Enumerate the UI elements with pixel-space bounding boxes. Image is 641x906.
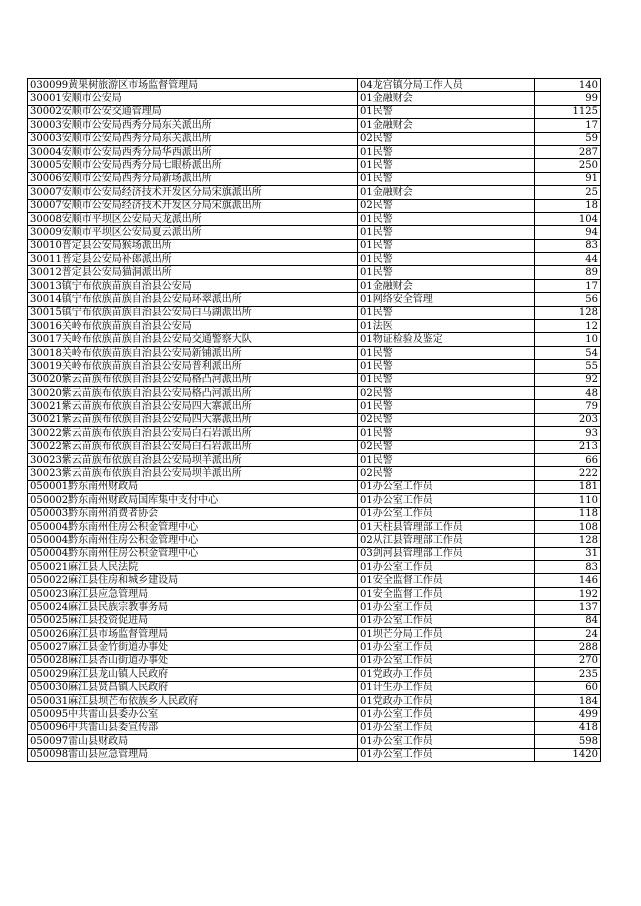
table-row xyxy=(28,668,601,681)
table-body xyxy=(28,79,601,762)
unit-cell: 050021麻江县人民法院 xyxy=(28,561,358,574)
count-cell: 55 xyxy=(535,360,601,373)
table-row xyxy=(28,386,601,399)
table-row xyxy=(28,708,601,721)
unit-cell: 050024麻江县民族宗教事务局 xyxy=(28,601,358,614)
position-cell: 01物证检验及鉴定 xyxy=(358,333,535,346)
count-cell: 89 xyxy=(535,266,601,279)
table-row xyxy=(28,494,601,507)
table-row xyxy=(28,199,601,212)
count-cell: 287 xyxy=(535,145,601,158)
count-cell: 60 xyxy=(535,681,601,694)
unit-cell: 30012普定县公安局猫洞派出所 xyxy=(28,266,358,279)
count-cell: 91 xyxy=(535,172,601,185)
position-cell: 01办公室工作员 xyxy=(358,480,535,493)
table-row xyxy=(28,735,601,748)
unit-cell: 30022紫云苗族布依族自治县公安局白石岩派出所 xyxy=(28,440,358,453)
unit-cell: 30016关岭布依族苗族自治县公安局 xyxy=(28,320,358,333)
position-cell: 01党政办工作员 xyxy=(358,694,535,707)
table-row xyxy=(28,507,601,520)
count-cell: 128 xyxy=(535,534,601,547)
count-cell: 108 xyxy=(535,520,601,533)
position-cell: 01金融财会 xyxy=(358,92,535,105)
table-row xyxy=(28,721,601,734)
count-cell: 192 xyxy=(535,587,601,600)
unit-cell: 30007安顺市公安局经济技术开发区分局宋旗派出所 xyxy=(28,186,358,199)
position-cell: 01民警 xyxy=(358,212,535,225)
position-cell: 01金融财会 xyxy=(358,186,535,199)
position-cell: 01党政办工作员 xyxy=(358,668,535,681)
position-cell: 01办公室工作员 xyxy=(358,494,535,507)
table-row xyxy=(28,293,601,306)
table-row xyxy=(28,628,601,641)
count-cell: 93 xyxy=(535,427,601,440)
unit-cell: 30003安顺市公安局西秀分局东关派出所 xyxy=(28,119,358,132)
position-cell: 01民警 xyxy=(358,373,535,386)
unit-cell: 050004黔东南州住房公积金管理中心 xyxy=(28,547,358,560)
unit-cell: 030099黄果树旅游区市场监督管理局 xyxy=(28,79,358,92)
table-row xyxy=(28,520,601,533)
position-cell: 01民警 xyxy=(358,145,535,158)
unit-cell: 30005安顺市公安局西秀分局七眼桥派出所 xyxy=(28,159,358,172)
unit-cell: 30021紫云苗族布依族自治县公安局四大寨派出所 xyxy=(28,413,358,426)
table-row xyxy=(28,253,601,266)
table-row xyxy=(28,239,601,252)
table-row xyxy=(28,587,601,600)
table-row xyxy=(28,574,601,587)
position-cell: 02民警 xyxy=(358,386,535,399)
table-row xyxy=(28,547,601,560)
table-row xyxy=(28,400,601,413)
unit-cell: 30014镇宁布依族苗族自治县公安局环翠派出所 xyxy=(28,293,358,306)
table-row xyxy=(28,654,601,667)
unit-cell: 30007安顺市公安局经济技术开发区分局宋旗派出所 xyxy=(28,199,358,212)
count-cell: 110 xyxy=(535,494,601,507)
table-row xyxy=(28,132,601,145)
count-cell: 1420 xyxy=(535,748,601,761)
position-cell: 01安全监督工作员 xyxy=(358,587,535,600)
count-cell: 12 xyxy=(535,320,601,333)
count-cell: 250 xyxy=(535,159,601,172)
count-cell: 31 xyxy=(535,547,601,560)
position-cell: 01办公室工作员 xyxy=(358,641,535,654)
table-row xyxy=(28,360,601,373)
count-cell: 99 xyxy=(535,92,601,105)
unit-cell: 30017关岭布依族苗族自治县公安局交通警察大队 xyxy=(28,333,358,346)
position-cell: 01办公室工作员 xyxy=(358,507,535,520)
table-row xyxy=(28,306,601,319)
position-cell: 01办公室工作员 xyxy=(358,721,535,734)
unit-cell: 050023麻江县应急管理局 xyxy=(28,587,358,600)
position-cell: 01民警 xyxy=(358,159,535,172)
position-cell: 01计生办工作员 xyxy=(358,681,535,694)
count-cell: 270 xyxy=(535,654,601,667)
unit-cell: 30003安顺市公安局西秀分局东关派出所 xyxy=(28,132,358,145)
count-cell: 92 xyxy=(535,373,601,386)
count-cell: 137 xyxy=(535,601,601,614)
count-cell: 25 xyxy=(535,186,601,199)
count-cell: 181 xyxy=(535,480,601,493)
unit-cell: 050097雷山县财政局 xyxy=(28,735,358,748)
position-cell: 01办公室工作员 xyxy=(358,561,535,574)
table-row xyxy=(28,453,601,466)
position-cell: 01民警 xyxy=(358,306,535,319)
unit-cell: 050098雷山县应急管理局 xyxy=(28,748,358,761)
count-cell: 18 xyxy=(535,199,601,212)
table-row xyxy=(28,641,601,654)
table-row xyxy=(28,748,601,761)
table-row xyxy=(28,534,601,547)
count-cell: 83 xyxy=(535,561,601,574)
position-cell: 01办公室工作员 xyxy=(358,614,535,627)
table-row xyxy=(28,119,601,132)
position-cell: 01民警 xyxy=(358,266,535,279)
count-cell: 1125 xyxy=(535,105,601,118)
unit-cell: 30021紫云苗族布依族自治县公安局四大寨派出所 xyxy=(28,400,358,413)
unit-cell: 050027麻江县金竹街道办事处 xyxy=(28,641,358,654)
unit-cell: 050095中共雷山县委办公室 xyxy=(28,708,358,721)
unit-cell: 050031麻江县坝芒布依族乡人民政府 xyxy=(28,694,358,707)
position-cell: 01民警 xyxy=(358,105,535,118)
count-cell: 128 xyxy=(535,306,601,319)
count-cell: 94 xyxy=(535,226,601,239)
count-cell: 66 xyxy=(535,453,601,466)
unit-cell: 050004黔东南州住房公积金管理中心 xyxy=(28,534,358,547)
table-row xyxy=(28,373,601,386)
unit-cell: 050004黔东南州住房公积金管理中心 xyxy=(28,520,358,533)
position-cell: 02民警 xyxy=(358,413,535,426)
count-cell: 213 xyxy=(535,440,601,453)
table-row xyxy=(28,561,601,574)
unit-cell: 30004安顺市公安局西秀分局华西派出所 xyxy=(28,145,358,158)
position-cell: 01天柱县管理部工作员 xyxy=(358,520,535,533)
table-row xyxy=(28,333,601,346)
count-cell: 17 xyxy=(535,119,601,132)
position-cell: 01民警 xyxy=(358,453,535,466)
position-cell: 01民警 xyxy=(358,239,535,252)
unit-cell: 30020紫云苗族布依族自治县公安局格凸河派出所 xyxy=(28,373,358,386)
unit-cell: 050022麻江县住房和城乡建设局 xyxy=(28,574,358,587)
unit-cell: 30020紫云苗族布依族自治县公安局格凸河派出所 xyxy=(28,386,358,399)
position-cell: 02民警 xyxy=(358,132,535,145)
position-cell: 01办公室工作员 xyxy=(358,708,535,721)
count-cell: 235 xyxy=(535,668,601,681)
table-row xyxy=(28,480,601,493)
count-cell: 10 xyxy=(535,333,601,346)
count-cell: 84 xyxy=(535,614,601,627)
count-cell: 288 xyxy=(535,641,601,654)
count-cell: 48 xyxy=(535,386,601,399)
count-cell: 418 xyxy=(535,721,601,734)
table-row xyxy=(28,467,601,480)
count-cell: 17 xyxy=(535,279,601,292)
position-cell: 02民警 xyxy=(358,440,535,453)
position-cell: 01办公室工作员 xyxy=(358,735,535,748)
count-cell: 44 xyxy=(535,253,601,266)
table-row xyxy=(28,681,601,694)
position-cell: 01民警 xyxy=(358,360,535,373)
unit-cell: 050096中共雷山县委宣传部 xyxy=(28,721,358,734)
position-cell: 01法医 xyxy=(358,320,535,333)
unit-cell: 30019关岭布依族苗族自治县公安局普利派出所 xyxy=(28,360,358,373)
unit-cell: 050026麻江县市场监督管理局 xyxy=(28,628,358,641)
position-cell: 01金融财会 xyxy=(358,119,535,132)
position-cell: 01民警 xyxy=(358,172,535,185)
count-cell: 222 xyxy=(535,467,601,480)
table-row xyxy=(28,694,601,707)
position-cell: 01民警 xyxy=(358,400,535,413)
count-cell: 598 xyxy=(535,735,601,748)
unit-cell: 30009安顺市平坝区公安局夏云派出所 xyxy=(28,226,358,239)
table-row xyxy=(28,440,601,453)
count-cell: 146 xyxy=(535,574,601,587)
unit-cell: 30018关岭布依族苗族自治县公安局新铺派出所 xyxy=(28,346,358,359)
unit-cell: 30002安顺市公安交通管理局 xyxy=(28,105,358,118)
count-cell: 83 xyxy=(535,239,601,252)
unit-cell: 050029麻江县龙山镇人民政府 xyxy=(28,668,358,681)
table-row xyxy=(28,212,601,225)
count-cell: 499 xyxy=(535,708,601,721)
unit-cell: 30011普定县公安局补郎派出所 xyxy=(28,253,358,266)
unit-cell: 050001黔东南州财政局 xyxy=(28,480,358,493)
unit-cell: 30015镇宁布依族苗族自治县公安局白马湖派出所 xyxy=(28,306,358,319)
count-cell: 24 xyxy=(535,628,601,641)
position-cell: 01民警 xyxy=(358,427,535,440)
unit-cell: 050003黔东南州消费者协会 xyxy=(28,507,358,520)
table-row xyxy=(28,79,601,92)
position-cell: 01网络安全管理 xyxy=(358,293,535,306)
data-table xyxy=(27,78,601,762)
unit-cell: 30001安顺市公安局 xyxy=(28,92,358,105)
table-row xyxy=(28,186,601,199)
table-row xyxy=(28,320,601,333)
table-row xyxy=(28,92,601,105)
position-cell: 01办公室工作员 xyxy=(358,654,535,667)
count-cell: 184 xyxy=(535,694,601,707)
unit-cell: 30023紫云苗族布依族自治县公安局坝羊派出所 xyxy=(28,453,358,466)
table-row xyxy=(28,266,601,279)
position-cell: 01金融财会 xyxy=(358,279,535,292)
unit-cell: 30006安顺市公安局西秀分局新场派出所 xyxy=(28,172,358,185)
count-cell: 104 xyxy=(535,212,601,225)
position-cell: 02从江县管理部工作员 xyxy=(358,534,535,547)
unit-cell: 30013镇宁布依族苗族自治县公安局 xyxy=(28,279,358,292)
position-cell: 02民警 xyxy=(358,467,535,480)
count-cell: 56 xyxy=(535,293,601,306)
table-row xyxy=(28,145,601,158)
position-cell: 04龙宫镇分局工作人员 xyxy=(358,79,535,92)
unit-cell: 30010普定县公安局猴场派出所 xyxy=(28,239,358,252)
position-cell: 01坝芒分局工作员 xyxy=(358,628,535,641)
table-row xyxy=(28,601,601,614)
unit-cell: 050028麻江县杏山街道办事处 xyxy=(28,654,358,667)
position-cell: 01办公室工作员 xyxy=(358,748,535,761)
table-row xyxy=(28,226,601,239)
position-cell: 01安全监督工作员 xyxy=(358,574,535,587)
count-cell: 54 xyxy=(535,346,601,359)
unit-cell: 30008安顺市平坝区公安局天龙派出所 xyxy=(28,212,358,225)
table-row xyxy=(28,614,601,627)
position-cell: 01办公室工作员 xyxy=(358,601,535,614)
count-cell: 79 xyxy=(535,400,601,413)
unit-cell: 050002黔东南州财政局国库集中支付中心 xyxy=(28,494,358,507)
count-cell: 118 xyxy=(535,507,601,520)
position-cell: 01民警 xyxy=(358,253,535,266)
unit-cell: 050025麻江县投资促进局 xyxy=(28,614,358,627)
position-cell: 03剑河县管理部工作员 xyxy=(358,547,535,560)
table-row xyxy=(28,172,601,185)
count-cell: 59 xyxy=(535,132,601,145)
table-row xyxy=(28,279,601,292)
unit-cell: 050030麻江县贤昌镇人民政府 xyxy=(28,681,358,694)
position-cell: 02民警 xyxy=(358,199,535,212)
position-cell: 01民警 xyxy=(358,346,535,359)
position-cell: 01民警 xyxy=(358,226,535,239)
table-row xyxy=(28,427,601,440)
count-cell: 203 xyxy=(535,413,601,426)
unit-cell: 30023紫云苗族布依族自治县公安局坝羊派出所 xyxy=(28,467,358,480)
table-row xyxy=(28,346,601,359)
unit-cell: 30022紫云苗族布依族自治县公安局白石岩派出所 xyxy=(28,427,358,440)
table-row xyxy=(28,159,601,172)
table-row xyxy=(28,105,601,118)
count-cell: 140 xyxy=(535,79,601,92)
table-row xyxy=(28,413,601,426)
